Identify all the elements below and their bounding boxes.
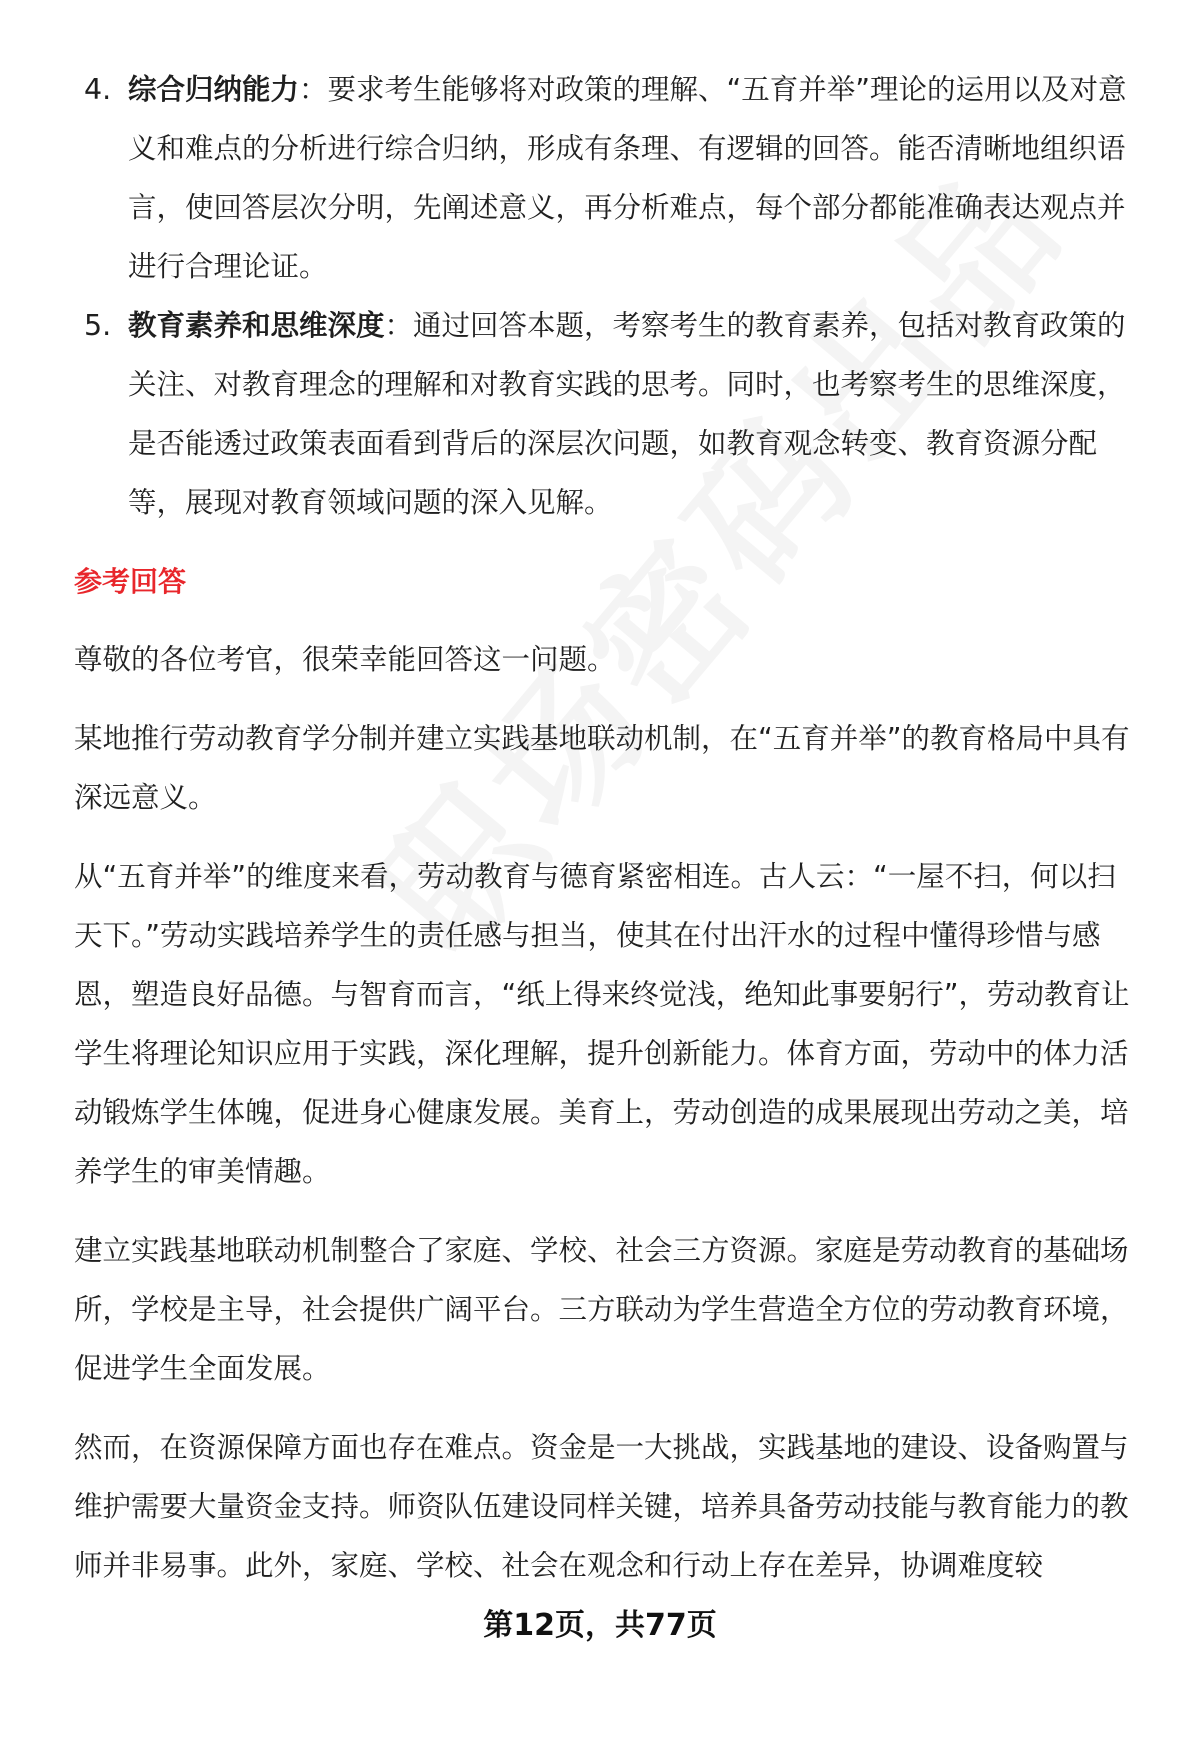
page-footer: 第12页，共77页 [483, 1608, 717, 1643]
list-number: 5. [84, 309, 112, 342]
paragraph: 某地推行劳动教育学分制并建立实践基地联动机制，在“五育并举”的教育格局中具有深远意义。 [74, 722, 1130, 814]
list-item-text: ：要求考生能够将对政策的理解、“五育并举”理论的运用以及对意义和难点的分析进行综合归纳，形成有条理、有逻辑的回答。能否清晰地组织语言，使回答层次分明，先阐述意义，再分析难点，每个部分都能准确表达观点并进行合理论证。 [128, 73, 1127, 283]
section-title: 参考回答 [74, 565, 187, 598]
list-item-body [128, 60, 1144, 296]
list-item-4 [74, 60, 1144, 296]
paragraph: 从“五育并举”的维度来看，劳动教育与德育紧密相连。古人云：“一屋不扫，何以扫天下。”劳动实践培养学生的责任感与担当，使其在付出汗水的过程中懂得珍惜与感恩，塑造良好品德。与智育而言，“纸上得来终觉浅，绝知此事要躬行”，劳动教育让学生将理论知识应用于实践，深化理解，提升创新能力。体育方面，劳动中的体力活动锻炼学生体魄，促进身心健康发展。美育上，劳动创造的成果展现出劳动之美，培养学生的审美情趣。 [74, 860, 1130, 1188]
list-item-text: ：通过回答本题，考察考生的教育素养，包括对教育政策的关注、对教育理念的理解和对教育实践的思考。同时，也考察考生的思维深度，是否能透过政策表面看到背后的深层次问题，如教育观念转变、教育资源分配等，展现对教育领域问题的深入见解。 [128, 309, 1126, 519]
paragraph: 然而，在资源保障方面也存在难点。资金是一大挑战，实践基地的建设、设备购置与维护需要大量资金支持。师资队伍建设同样关键，培养具备劳动技能与教育能力的教师并非易事。此外，家庭、学校、社会在观念和行动上存在差异，协调难度较 [74, 1431, 1129, 1582]
list-item-5 [74, 296, 1144, 532]
list-item-heading: 综合归纳能力 [128, 73, 300, 106]
paragraph: 建立实践基地联动机制整合了家庭、学校、社会三方资源。家庭是劳动教育的基础场所，学校是主导，社会提供广阔平台。三方联动为学生营造全方位的劳动教育环境，促进学生全面发展。 [74, 1234, 1129, 1385]
document-body [74, 60, 1144, 1595]
list-number: 4. [84, 73, 112, 106]
list-item-heading: 教育素养和思维深度 [128, 309, 385, 342]
paragraph: 尊敬的各位考官，很荣幸能回答这一问题。 [74, 643, 616, 676]
list-item-body [128, 296, 1144, 532]
